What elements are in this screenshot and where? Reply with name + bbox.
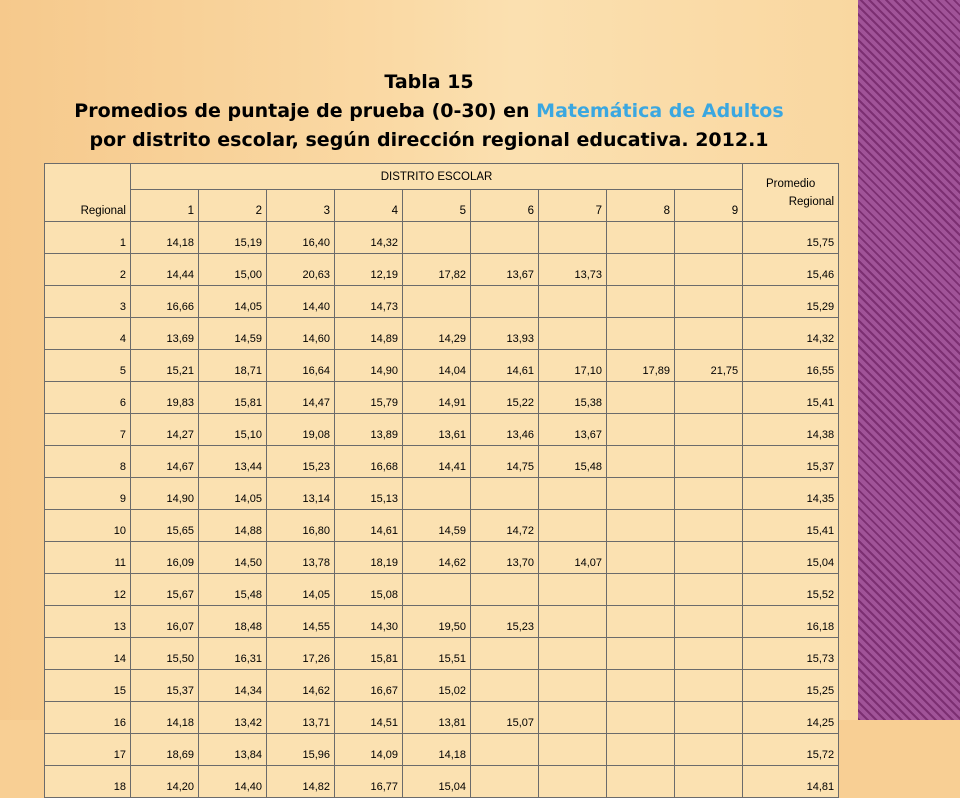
district-value-cell: 15,38 bbox=[539, 382, 607, 414]
district-value-cell: 14,05 bbox=[199, 286, 267, 318]
district-value-cell: 13,67 bbox=[471, 254, 539, 286]
district-value-cell: 15,23 bbox=[267, 446, 335, 478]
district-value-cell: 14,47 bbox=[267, 382, 335, 414]
data-table bbox=[44, 163, 839, 798]
district-value-cell bbox=[471, 574, 539, 606]
regional-cell: 18 bbox=[45, 766, 131, 798]
district-value-cell: 13,84 bbox=[199, 734, 267, 766]
district-value-cell: 13,61 bbox=[403, 414, 471, 446]
district-value-cell: 14,89 bbox=[335, 318, 403, 350]
district-value-cell: 13,14 bbox=[267, 478, 335, 510]
promedio-cell: 15,72 bbox=[743, 734, 839, 766]
district-value-cell bbox=[675, 638, 743, 670]
promedio-cell: 14,35 bbox=[743, 478, 839, 510]
district-value-cell: 15,19 bbox=[199, 222, 267, 254]
header-district-1: 1 bbox=[131, 190, 199, 222]
district-value-cell bbox=[403, 286, 471, 318]
district-value-cell bbox=[675, 478, 743, 510]
district-value-cell bbox=[675, 510, 743, 542]
district-value-cell: 15,81 bbox=[199, 382, 267, 414]
district-value-cell: 16,67 bbox=[335, 670, 403, 702]
district-value-cell: 13,69 bbox=[131, 318, 199, 350]
title-line-2-text: Promedios de puntaje de prueba (0-30) en bbox=[74, 100, 537, 122]
district-value-cell: 16,40 bbox=[267, 222, 335, 254]
promedio-cell: 15,75 bbox=[743, 222, 839, 254]
district-value-cell: 14,32 bbox=[335, 222, 403, 254]
header-district-2: 2 bbox=[199, 190, 267, 222]
district-value-cell: 16,77 bbox=[335, 766, 403, 798]
district-value-cell bbox=[607, 574, 675, 606]
district-value-cell bbox=[607, 510, 675, 542]
district-value-cell: 14,34 bbox=[199, 670, 267, 702]
district-value-cell bbox=[675, 222, 743, 254]
district-value-cell: 13,81 bbox=[403, 702, 471, 734]
table-header bbox=[45, 164, 839, 222]
promedio-cell: 16,18 bbox=[743, 606, 839, 638]
table-row bbox=[45, 766, 839, 798]
district-value-cell: 14,72 bbox=[471, 510, 539, 542]
district-value-cell bbox=[471, 478, 539, 510]
header-district-6: 6 bbox=[471, 190, 539, 222]
district-value-cell: 13,73 bbox=[539, 254, 607, 286]
table-row bbox=[45, 734, 839, 766]
regional-cell: 15 bbox=[45, 670, 131, 702]
regional-cell: 9 bbox=[45, 478, 131, 510]
regional-cell: 2 bbox=[45, 254, 131, 286]
table-row bbox=[45, 446, 839, 478]
header-district-3: 3 bbox=[267, 190, 335, 222]
district-value-cell: 14,29 bbox=[403, 318, 471, 350]
district-value-cell: 14,09 bbox=[335, 734, 403, 766]
district-value-cell: 19,08 bbox=[267, 414, 335, 446]
district-value-cell: 15,07 bbox=[471, 702, 539, 734]
district-value-cell: 16,09 bbox=[131, 542, 199, 574]
district-value-cell: 15,65 bbox=[131, 510, 199, 542]
district-value-cell bbox=[675, 542, 743, 574]
district-value-cell bbox=[539, 222, 607, 254]
regional-cell: 14 bbox=[45, 638, 131, 670]
district-value-cell: 14,73 bbox=[335, 286, 403, 318]
title-line-1: Tabla 15 bbox=[384, 71, 474, 93]
district-value-cell: 19,50 bbox=[403, 606, 471, 638]
district-value-cell bbox=[539, 734, 607, 766]
promedio-cell: 15,73 bbox=[743, 638, 839, 670]
district-value-cell bbox=[403, 222, 471, 254]
district-value-cell: 14,59 bbox=[199, 318, 267, 350]
district-value-cell: 15,48 bbox=[539, 446, 607, 478]
table-row bbox=[45, 670, 839, 702]
district-value-cell bbox=[539, 478, 607, 510]
table-title bbox=[44, 68, 814, 155]
district-value-cell: 14,07 bbox=[539, 542, 607, 574]
district-value-cell bbox=[539, 638, 607, 670]
district-value-cell bbox=[539, 670, 607, 702]
district-value-cell: 14,41 bbox=[403, 446, 471, 478]
district-value-cell: 14,59 bbox=[403, 510, 471, 542]
district-value-cell: 15,96 bbox=[267, 734, 335, 766]
header-distrito-escolar: DISTRITO ESCOLAR bbox=[131, 164, 743, 190]
district-value-cell: 14,20 bbox=[131, 766, 199, 798]
district-value-cell: 14,91 bbox=[403, 382, 471, 414]
district-value-cell bbox=[607, 638, 675, 670]
district-value-cell bbox=[675, 734, 743, 766]
promedio-cell: 14,81 bbox=[743, 766, 839, 798]
district-value-cell: 14,62 bbox=[403, 542, 471, 574]
regional-cell: 3 bbox=[45, 286, 131, 318]
district-value-cell: 17,10 bbox=[539, 350, 607, 382]
title-line-3: por distrito escolar, según dirección regional educativa. 2012.1 bbox=[89, 129, 769, 151]
district-value-cell: 18,19 bbox=[335, 542, 403, 574]
district-value-cell: 19,83 bbox=[131, 382, 199, 414]
district-value-cell: 15,13 bbox=[335, 478, 403, 510]
district-value-cell: 15,48 bbox=[199, 574, 267, 606]
district-value-cell: 17,89 bbox=[607, 350, 675, 382]
table-row bbox=[45, 606, 839, 638]
district-value-cell: 13,44 bbox=[199, 446, 267, 478]
district-value-cell bbox=[539, 510, 607, 542]
district-value-cell: 15,21 bbox=[131, 350, 199, 382]
promedio-cell: 15,29 bbox=[743, 286, 839, 318]
district-value-cell bbox=[675, 574, 743, 606]
district-value-cell bbox=[471, 222, 539, 254]
district-value-cell bbox=[675, 286, 743, 318]
regional-cell: 12 bbox=[45, 574, 131, 606]
district-value-cell: 14,27 bbox=[131, 414, 199, 446]
table-row bbox=[45, 638, 839, 670]
promedio-cell: 14,32 bbox=[743, 318, 839, 350]
regional-cell: 1 bbox=[45, 222, 131, 254]
district-value-cell: 21,75 bbox=[675, 350, 743, 382]
regional-cell: 4 bbox=[45, 318, 131, 350]
district-value-cell: 14,05 bbox=[199, 478, 267, 510]
district-value-cell bbox=[675, 606, 743, 638]
table-row bbox=[45, 702, 839, 734]
district-value-cell bbox=[675, 414, 743, 446]
promedio-cell: 15,52 bbox=[743, 574, 839, 606]
district-value-cell: 16,68 bbox=[335, 446, 403, 478]
district-value-cell bbox=[675, 318, 743, 350]
district-value-cell: 15,37 bbox=[131, 670, 199, 702]
table-row bbox=[45, 318, 839, 350]
district-value-cell bbox=[539, 766, 607, 798]
district-value-cell bbox=[607, 286, 675, 318]
district-value-cell: 14,75 bbox=[471, 446, 539, 478]
header-district-5: 5 bbox=[403, 190, 471, 222]
district-value-cell: 13,70 bbox=[471, 542, 539, 574]
district-value-cell bbox=[675, 254, 743, 286]
table-row bbox=[45, 382, 839, 414]
district-value-cell: 14,40 bbox=[199, 766, 267, 798]
district-value-cell bbox=[675, 670, 743, 702]
district-value-cell: 14,60 bbox=[267, 318, 335, 350]
regional-cell: 17 bbox=[45, 734, 131, 766]
district-value-cell: 14,18 bbox=[131, 222, 199, 254]
district-value-cell bbox=[607, 606, 675, 638]
district-value-cell bbox=[607, 542, 675, 574]
regional-cell: 5 bbox=[45, 350, 131, 382]
district-value-cell: 13,42 bbox=[199, 702, 267, 734]
promedio-cell: 15,25 bbox=[743, 670, 839, 702]
district-value-cell: 13,78 bbox=[267, 542, 335, 574]
district-value-cell: 13,46 bbox=[471, 414, 539, 446]
regional-cell: 13 bbox=[45, 606, 131, 638]
district-value-cell bbox=[675, 766, 743, 798]
promedio-cell: 15,37 bbox=[743, 446, 839, 478]
district-value-cell: 14,61 bbox=[335, 510, 403, 542]
table-row bbox=[45, 222, 839, 254]
table-row bbox=[45, 350, 839, 382]
regional-cell: 7 bbox=[45, 414, 131, 446]
table-row bbox=[45, 510, 839, 542]
district-value-cell: 17,82 bbox=[403, 254, 471, 286]
district-value-cell: 15,79 bbox=[335, 382, 403, 414]
district-value-cell: 16,07 bbox=[131, 606, 199, 638]
district-value-cell bbox=[675, 702, 743, 734]
district-value-cell bbox=[471, 638, 539, 670]
district-value-cell: 14,90 bbox=[131, 478, 199, 510]
district-value-cell: 16,64 bbox=[267, 350, 335, 382]
district-value-cell bbox=[471, 286, 539, 318]
district-value-cell bbox=[607, 766, 675, 798]
district-value-cell: 14,90 bbox=[335, 350, 403, 382]
district-value-cell bbox=[607, 222, 675, 254]
table-row bbox=[45, 542, 839, 574]
district-value-cell: 14,82 bbox=[267, 766, 335, 798]
district-value-cell bbox=[539, 574, 607, 606]
district-value-cell bbox=[539, 286, 607, 318]
promedio-cell: 14,25 bbox=[743, 702, 839, 734]
district-value-cell: 14,40 bbox=[267, 286, 335, 318]
district-value-cell bbox=[607, 382, 675, 414]
title-line-2 bbox=[44, 97, 814, 126]
table-row bbox=[45, 478, 839, 510]
district-value-cell: 14,50 bbox=[199, 542, 267, 574]
district-value-cell: 15,51 bbox=[403, 638, 471, 670]
district-value-cell bbox=[607, 446, 675, 478]
regional-cell: 6 bbox=[45, 382, 131, 414]
header-district-4: 4 bbox=[335, 190, 403, 222]
district-value-cell: 13,89 bbox=[335, 414, 403, 446]
district-value-cell bbox=[471, 670, 539, 702]
regional-cell: 10 bbox=[45, 510, 131, 542]
district-value-cell bbox=[607, 478, 675, 510]
district-value-cell: 15,02 bbox=[403, 670, 471, 702]
header-promedio-line-2: Regional bbox=[788, 195, 835, 208]
district-value-cell: 13,93 bbox=[471, 318, 539, 350]
header-district-9: 9 bbox=[675, 190, 743, 222]
header-district-8: 8 bbox=[607, 190, 675, 222]
district-value-cell: 16,66 bbox=[131, 286, 199, 318]
district-value-cell: 14,18 bbox=[403, 734, 471, 766]
header-promedio-regional bbox=[743, 164, 839, 222]
district-value-cell: 14,05 bbox=[267, 574, 335, 606]
district-value-cell bbox=[675, 446, 743, 478]
district-value-cell: 14,61 bbox=[471, 350, 539, 382]
district-value-cell bbox=[539, 702, 607, 734]
district-value-cell bbox=[403, 478, 471, 510]
header-regional: Regional bbox=[45, 164, 131, 222]
header-district-7: 7 bbox=[539, 190, 607, 222]
district-value-cell: 14,44 bbox=[131, 254, 199, 286]
table-row bbox=[45, 286, 839, 318]
district-value-cell: 14,30 bbox=[335, 606, 403, 638]
district-number-row bbox=[45, 190, 839, 222]
district-value-cell bbox=[471, 734, 539, 766]
district-value-cell bbox=[675, 382, 743, 414]
district-value-cell: 15,22 bbox=[471, 382, 539, 414]
table-row bbox=[45, 254, 839, 286]
district-value-cell: 15,08 bbox=[335, 574, 403, 606]
district-value-cell bbox=[539, 606, 607, 638]
district-value-cell: 15,00 bbox=[199, 254, 267, 286]
district-value-cell: 14,62 bbox=[267, 670, 335, 702]
district-value-cell: 13,67 bbox=[539, 414, 607, 446]
district-value-cell: 15,50 bbox=[131, 638, 199, 670]
district-value-cell: 14,18 bbox=[131, 702, 199, 734]
district-value-cell bbox=[607, 734, 675, 766]
promedio-cell: 14,38 bbox=[743, 414, 839, 446]
district-value-cell: 20,63 bbox=[267, 254, 335, 286]
decorative-side-strip bbox=[858, 0, 960, 720]
district-value-cell bbox=[607, 670, 675, 702]
district-value-cell: 12,19 bbox=[335, 254, 403, 286]
district-value-cell: 18,69 bbox=[131, 734, 199, 766]
district-value-cell: 15,23 bbox=[471, 606, 539, 638]
district-value-cell bbox=[471, 766, 539, 798]
district-value-cell: 16,31 bbox=[199, 638, 267, 670]
district-value-cell bbox=[607, 318, 675, 350]
district-value-cell: 17,26 bbox=[267, 638, 335, 670]
table-row bbox=[45, 414, 839, 446]
district-value-cell: 16,80 bbox=[267, 510, 335, 542]
regional-cell: 8 bbox=[45, 446, 131, 478]
district-value-cell: 13,71 bbox=[267, 702, 335, 734]
table-row bbox=[45, 574, 839, 606]
district-value-cell bbox=[607, 254, 675, 286]
district-value-cell: 15,10 bbox=[199, 414, 267, 446]
promedio-cell: 15,46 bbox=[743, 254, 839, 286]
title-highlight: Matemática de Adultos bbox=[536, 100, 784, 122]
district-value-cell: 18,48 bbox=[199, 606, 267, 638]
regional-cell: 11 bbox=[45, 542, 131, 574]
promedio-cell: 15,41 bbox=[743, 382, 839, 414]
promedio-cell: 16,55 bbox=[743, 350, 839, 382]
promedio-cell: 15,04 bbox=[743, 542, 839, 574]
district-value-cell bbox=[607, 702, 675, 734]
district-value-cell: 14,51 bbox=[335, 702, 403, 734]
district-value-cell: 15,04 bbox=[403, 766, 471, 798]
district-value-cell: 15,81 bbox=[335, 638, 403, 670]
district-value-cell bbox=[539, 318, 607, 350]
district-value-cell: 15,67 bbox=[131, 574, 199, 606]
district-value-cell: 14,67 bbox=[131, 446, 199, 478]
district-value-cell: 14,55 bbox=[267, 606, 335, 638]
district-value-cell: 14,88 bbox=[199, 510, 267, 542]
district-value-cell: 14,04 bbox=[403, 350, 471, 382]
promedio-cell: 15,41 bbox=[743, 510, 839, 542]
district-value-cell: 18,71 bbox=[199, 350, 267, 382]
regional-cell: 16 bbox=[45, 702, 131, 734]
district-value-cell bbox=[607, 414, 675, 446]
district-value-cell bbox=[403, 574, 471, 606]
header-promedio-line-1: Promedio bbox=[766, 177, 816, 190]
table-body bbox=[45, 222, 839, 798]
